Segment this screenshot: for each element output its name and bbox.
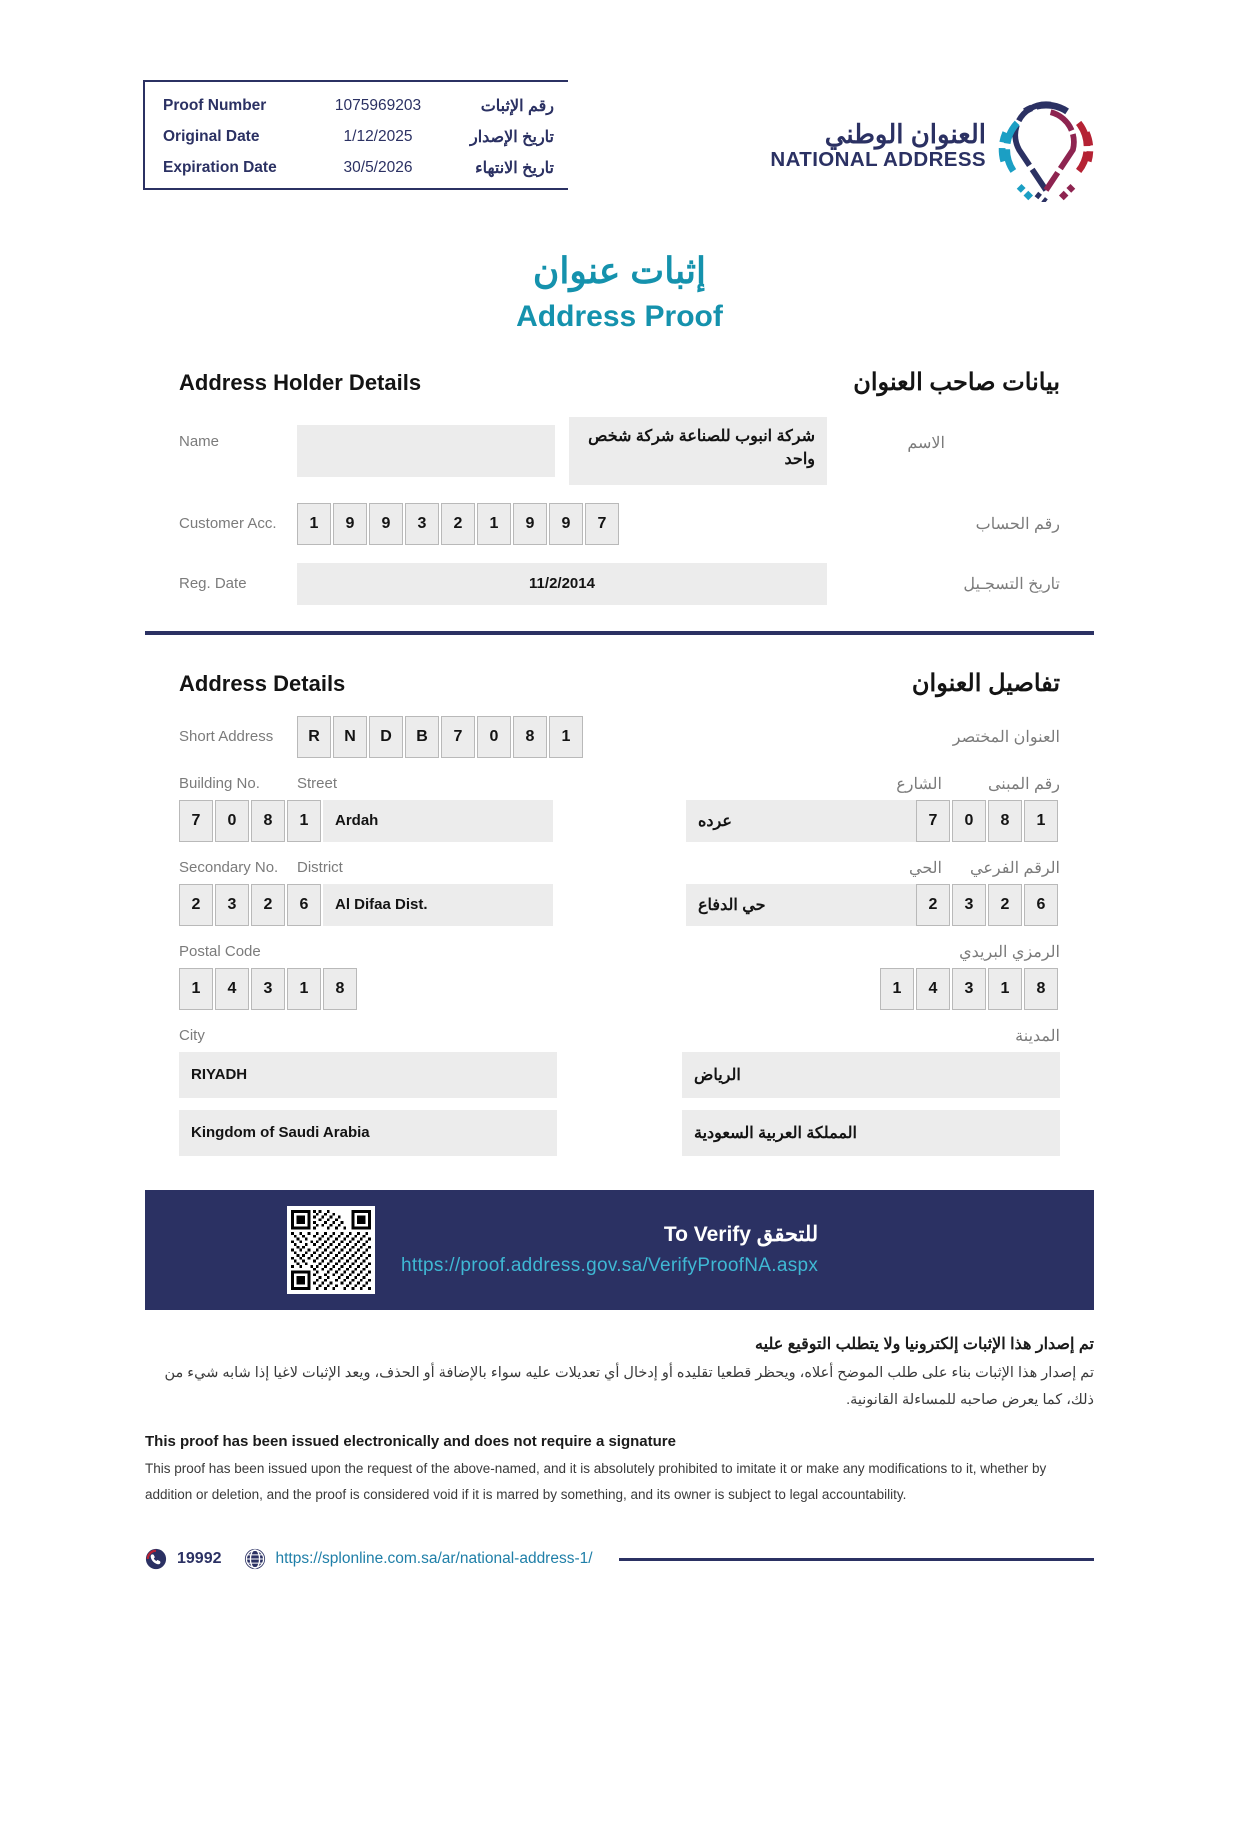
cell: 3 — [215, 884, 249, 926]
cell: 4 — [916, 968, 950, 1010]
cell: 1 — [988, 968, 1022, 1010]
building-label-en: Building No. — [179, 775, 260, 793]
original-date-label-en: Original Date — [163, 127, 260, 145]
postal-captions — [179, 942, 1060, 962]
country-row — [179, 1110, 1060, 1156]
postal-row — [179, 968, 1060, 1010]
secondary-district-captions — [179, 858, 1060, 878]
proof-info-box — [143, 80, 568, 190]
cell: 9 — [513, 503, 547, 545]
city-label-en: City — [179, 1027, 205, 1045]
cell: 8 — [251, 800, 285, 842]
secondary-number-digits-ar[interactable] — [916, 884, 1060, 926]
cell: 1 — [880, 968, 914, 1010]
cell: 3 — [405, 503, 439, 545]
short-address-cells[interactable] — [297, 716, 585, 758]
address-holder-heading — [145, 368, 1094, 397]
cell: 7 — [916, 800, 950, 842]
secondary-label-ar: الرقم الفرعي — [969, 859, 1060, 877]
customer-account-label-ar: رقم الحساب — [975, 515, 1060, 533]
cell: R — [297, 716, 331, 758]
secondary-label-en: Secondary No. — [179, 859, 279, 877]
country-value-ar[interactable]: المملكة العربية السعودية — [682, 1110, 1060, 1156]
cell: 2 — [988, 884, 1022, 926]
customer-account-row — [179, 503, 1060, 545]
address-holder-heading-en: Address Holder Details — [179, 369, 422, 395]
proof-number-value: 1075969203 — [334, 96, 422, 114]
address-details-section — [145, 669, 1094, 1156]
city-label-ar: المدينة — [1015, 1027, 1060, 1045]
short-address-label-en: Short Address — [179, 728, 274, 746]
cell: 1 — [287, 968, 321, 1010]
country-value-en[interactable]: Kingdom of Saudi Arabia — [179, 1110, 557, 1156]
customer-account-label-en: Customer Acc. — [179, 515, 277, 533]
cell: 8 — [323, 968, 357, 1010]
street-value-en[interactable]: Ardah — [323, 800, 553, 842]
original-date-value: 1/12/2025 — [343, 127, 413, 145]
name-row — [179, 417, 1060, 485]
brand-name-ar: العنوان الوطني — [824, 118, 986, 149]
cell: D — [369, 716, 403, 758]
expiration-date-row — [163, 152, 554, 183]
brand-name-en: NATIONAL ADDRESS — [770, 148, 986, 172]
city-captions — [179, 1026, 1060, 1046]
cell: 0 — [477, 716, 511, 758]
legal-notice — [145, 1334, 1094, 1509]
cell: B — [405, 716, 439, 758]
cell: 3 — [952, 884, 986, 926]
district-label-ar: الحي — [909, 859, 942, 877]
name-value-en[interactable] — [297, 425, 555, 477]
verify-url[interactable]: https://proof.address.gov.sa/VerifyProofNA.aspx — [401, 1255, 819, 1277]
building-number-digits-ar[interactable] — [916, 800, 1060, 842]
globe-circle-icon — [244, 1548, 266, 1570]
cell: 1 — [297, 503, 331, 545]
name-label-en: Name — [179, 432, 220, 450]
cell: 7 — [179, 800, 213, 842]
secondary-district-row — [179, 884, 1060, 926]
proof-number-label-en: Proof Number — [163, 96, 267, 114]
cell: 8 — [513, 716, 547, 758]
address-holder-rows — [145, 417, 1094, 605]
building-label-ar: رقم المبنى — [987, 775, 1060, 793]
cell: 6 — [1024, 884, 1058, 926]
verify-band — [145, 1190, 1094, 1310]
cell: 3 — [251, 968, 285, 1010]
cell: 7 — [441, 716, 475, 758]
address-holder-heading-ar: بيانات صاحب العنوان — [853, 368, 1060, 396]
reg-date-value[interactable]: 11/2/2014 — [297, 563, 827, 605]
address-details-heading — [145, 669, 1094, 698]
reg-date-row — [179, 563, 1060, 605]
page-title-ar: إثبات عنوان — [532, 250, 707, 291]
city-value-ar[interactable]: الرياض — [682, 1052, 1060, 1098]
qr-code-icon[interactable] — [287, 1206, 375, 1294]
postal-label-en: Postal Code — [179, 943, 261, 961]
address-details-rows — [145, 716, 1094, 1156]
brand-text — [770, 120, 986, 172]
name-label-ar: الاسم — [907, 434, 945, 452]
street-label-en: Street — [297, 775, 338, 793]
original-date-label-ar: تاريخ الإصدار — [469, 128, 554, 146]
phone-circle-icon — [145, 1548, 167, 1570]
cell: 9 — [333, 503, 367, 545]
name-value-ar[interactable]: شركة انبوب للصناعة شركة شخص واحد — [569, 417, 827, 485]
city-value-en[interactable]: RIYADH — [179, 1052, 557, 1098]
postal-label-ar: الرمزي البريدي — [959, 943, 1060, 961]
cell: 1 — [179, 968, 213, 1010]
verify-text — [401, 1222, 818, 1277]
cell: 9 — [369, 503, 403, 545]
location-pin-logo-icon — [998, 90, 1094, 202]
cell: 2 — [916, 884, 950, 926]
address-proof-document — [0, 80, 1239, 1834]
cell: 6 — [287, 884, 321, 926]
footer-phone: 19992 — [177, 1550, 222, 1568]
cell: 1 — [477, 503, 511, 545]
cell: N — [333, 716, 367, 758]
city-row — [179, 1052, 1060, 1098]
building-number-digits-en[interactable] — [179, 800, 323, 842]
expiration-date-label-en: Expiration Date — [163, 158, 277, 176]
document-footer — [145, 1548, 1094, 1570]
original-date-row — [163, 121, 554, 152]
postal-code-digits-ar[interactable] — [880, 968, 1060, 1010]
address-details-heading-en: Address Details — [179, 670, 346, 696]
legal-body-ar: تم إصدار هذا الإثبات بناء على طلب الموضح أعلاه، ويحظر قطعيا تقليده أو إدخال أي تعديلات عليه سواء بالإضافة أو الحذف، ويعد الإثبات لاغيا إذا شابه شيء من ذلك، كما يعرض صاحبه للمساءلة القانونية. — [164, 1364, 1094, 1409]
verify-title: للتحقق To Verify — [663, 1223, 819, 1247]
proof-number-row — [163, 90, 554, 121]
cell: 0 — [215, 800, 249, 842]
proof-number-label-ar: رقم الإثبات — [480, 97, 554, 115]
cell: 2 — [179, 884, 213, 926]
street-value-ar[interactable]: عرده — [686, 800, 916, 842]
secondary-number-digits-en[interactable] — [179, 884, 323, 926]
customer-account-digits[interactable] — [297, 503, 621, 545]
legal-body-en: This proof has been issued upon the request of the above-named, and it is absolutely prohibited to imitate it or make any modifications to it, whether by addition or deletion, and the proof is considered void if it is marred by something, and its owner is subject to legal accountability. — [145, 1460, 1047, 1502]
expiration-date-value: 30/5/2026 — [343, 158, 413, 176]
building-street-row — [179, 800, 1060, 842]
cell: 2 — [251, 884, 285, 926]
section-divider — [145, 631, 1094, 635]
document-title-block — [0, 247, 1239, 334]
district-value-en[interactable]: Al Difaa Dist. — [323, 884, 553, 926]
short-address-label-ar: العنوان المختصر — [952, 728, 1060, 746]
cell: 7 — [585, 503, 619, 545]
cell: 8 — [1024, 968, 1058, 1010]
cell: 0 — [952, 800, 986, 842]
address-details-heading-ar: تفاصيل العنوان — [911, 669, 1060, 697]
cell: 1 — [549, 716, 583, 758]
cell: 1 — [287, 800, 321, 842]
brand-lockup — [770, 90, 1094, 202]
footer-rule — [619, 1558, 1094, 1561]
page-title-en: Address Proof — [516, 299, 723, 333]
cell: 1 — [1024, 800, 1058, 842]
expiration-date-label-ar: تاريخ الانتهاء — [475, 159, 554, 177]
district-label-en: District — [297, 859, 343, 877]
address-holder-section — [145, 368, 1094, 605]
legal-heading-en: This proof has been issued electronically and does not require a signature — [145, 1432, 676, 1450]
reg-date-label-en: Reg. Date — [179, 575, 247, 593]
cell: 9 — [549, 503, 583, 545]
cell: 3 — [952, 968, 986, 1010]
reg-date-label-ar: تاريخ التسجـيل — [963, 575, 1060, 593]
district-value-ar[interactable]: حي الدفاع — [686, 884, 916, 926]
document-header — [0, 80, 1239, 215]
footer-url[interactable]: https://splonline.com.sa/ar/national-address-1/ — [275, 1550, 593, 1568]
cell: 2 — [441, 503, 475, 545]
building-street-captions — [179, 774, 1060, 794]
legal-heading-ar: تم إصدار هذا الإثبات إلكترونيا ولا يتطلب التوقيع عليه — [755, 1335, 1094, 1353]
cell: 4 — [215, 968, 249, 1010]
cell: 8 — [988, 800, 1022, 842]
short-address-row — [179, 716, 1060, 758]
street-label-ar: الشارع — [896, 775, 942, 793]
postal-code-digits-en[interactable] — [179, 968, 359, 1010]
